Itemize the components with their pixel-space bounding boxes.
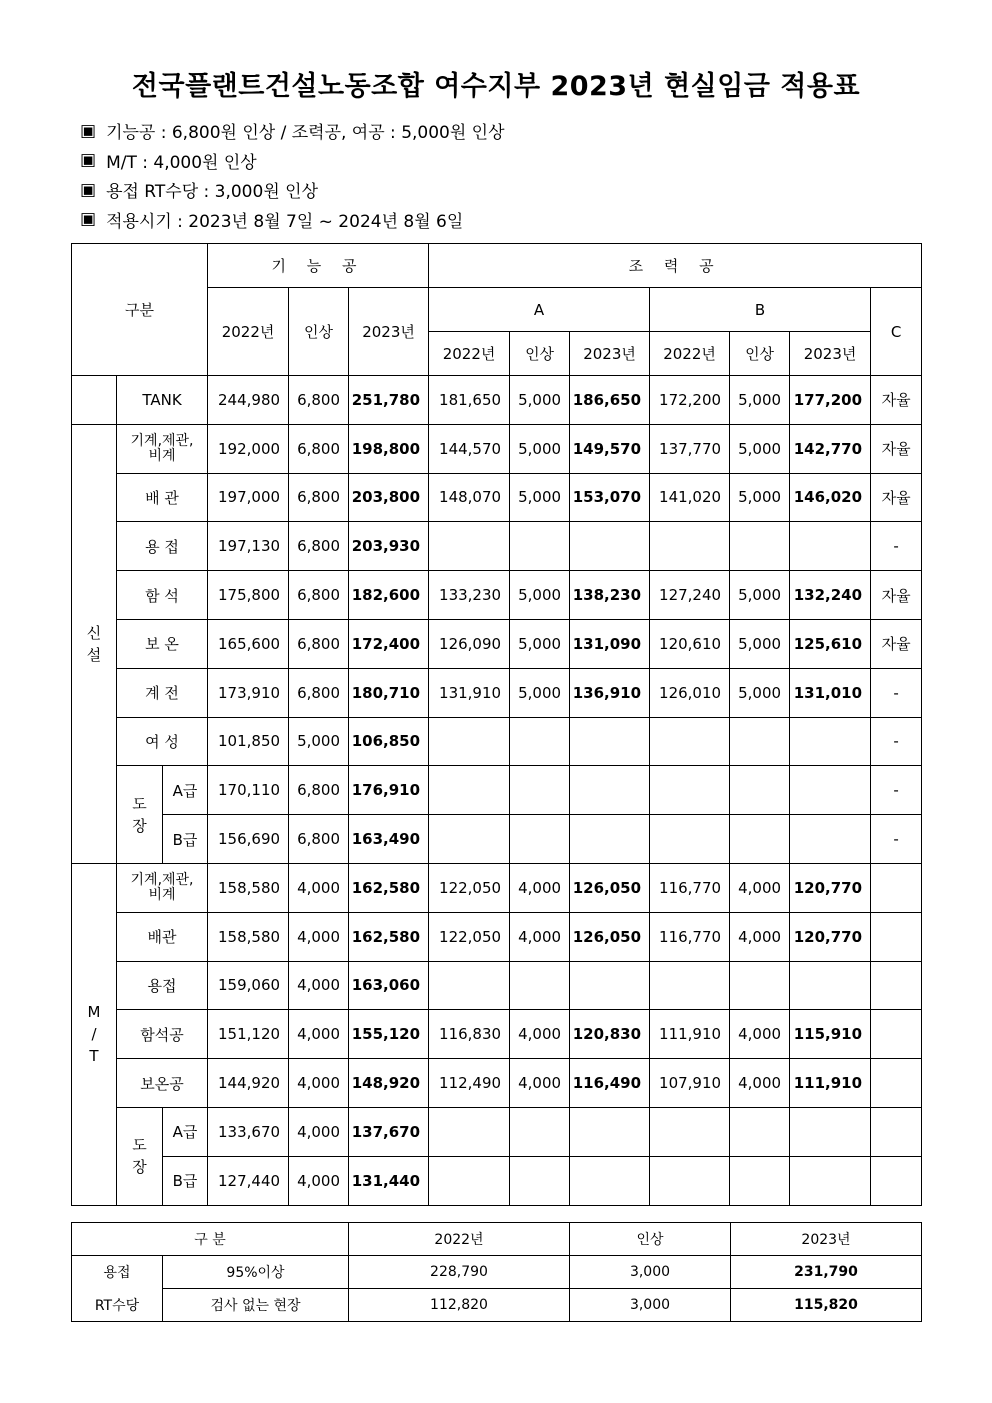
table-row: [72, 1107, 922, 1156]
skilled-2022-cell: 173,910: [208, 668, 289, 717]
helper-b-2022-cell: 172,200: [650, 376, 730, 425]
empty-cell: [429, 522, 510, 571]
rt-raise-cell: 3,000: [570, 1289, 731, 1322]
helper-c-cell: [871, 961, 922, 1010]
rt-2023-cell: 115,820: [731, 1289, 922, 1322]
helper-a-2022-cell: 181,650: [429, 376, 510, 425]
helper-a-2023-cell: 126,050: [570, 912, 650, 961]
empty-cell: [650, 961, 730, 1010]
item-name-cell: 기계,제관, 비계: [117, 863, 208, 912]
empty-cell: [510, 815, 570, 864]
skilled-raise-cell: 6,800: [289, 424, 349, 473]
table-row: [72, 1156, 922, 1205]
skilled-2023-cell: 198,800: [349, 424, 429, 473]
skilled-raise-cell: 4,000: [289, 1059, 349, 1108]
empty-cell: [570, 815, 650, 864]
empty-cell: [730, 961, 790, 1010]
helper-c-cell: -: [871, 522, 922, 571]
rt-header-raise: 인상: [570, 1223, 731, 1256]
helper-b-raise-cell: 5,000: [730, 668, 790, 717]
table-row: [72, 1289, 922, 1322]
skilled-2023-cell: 163,060: [349, 961, 429, 1010]
table-row: [72, 912, 922, 961]
category-mt-label: M / T: [72, 863, 117, 1205]
helper-a-2022-cell: 131,910: [429, 668, 510, 717]
helper-a-2023-cell: 120,830: [570, 1010, 650, 1059]
square-bullet-icon: ▣: [80, 209, 97, 230]
category-blank-cell: [72, 376, 117, 425]
rt-condition-cell: 검사 없는 현장: [163, 1289, 349, 1322]
bullet-item: [80, 175, 505, 205]
helper-c-cell: [871, 1059, 922, 1108]
skilled-raise-cell: 6,800: [289, 522, 349, 571]
table-row: [72, 815, 922, 864]
helper-c-cell: 자율: [871, 376, 922, 425]
helper-b-2022-cell: 107,910: [650, 1059, 730, 1108]
helper-b-raise-cell: 4,000: [730, 1010, 790, 1059]
page-title: 전국플랜트건설노동조합 여수지부 2023년 현실임금 적용표: [131, 71, 861, 102]
empty-cell: [790, 766, 871, 815]
skilled-2023-cell: 180,710: [349, 668, 429, 717]
empty-cell: [429, 766, 510, 815]
skilled-2023-cell: 203,800: [349, 473, 429, 522]
helper-b-raise-cell: 4,000: [730, 1059, 790, 1108]
helper-b-2022-cell: 116,770: [650, 863, 730, 912]
bullet-item: [80, 116, 505, 146]
helper-c-cell: -: [871, 668, 922, 717]
empty-cell: [510, 717, 570, 766]
helper-c-cell: [871, 1107, 922, 1156]
helper-a-raise-cell: 4,000: [510, 1059, 570, 1108]
skilled-2023-cell: 203,930: [349, 522, 429, 571]
helper-a-2022-cell: 122,050: [429, 912, 510, 961]
skilled-raise-cell: 6,800: [289, 766, 349, 815]
paint-label: 도 장: [117, 1107, 163, 1205]
rt-header-gubun: 구 분: [72, 1223, 349, 1256]
empty-cell: [790, 522, 871, 571]
table-row: [72, 961, 922, 1010]
skilled-2023-cell: 131,440: [349, 1156, 429, 1205]
paint-grade-cell: B급: [163, 815, 208, 864]
helper-a-2022-cell: 122,050: [429, 863, 510, 912]
helper-b-2023-cell: 120,770: [790, 863, 871, 912]
skilled-2023-cell: 162,580: [349, 863, 429, 912]
skilled-2023-cell: 163,490: [349, 815, 429, 864]
helper-a-raise-cell: 5,000: [510, 376, 570, 425]
skilled-2022-cell: 192,000: [208, 424, 289, 473]
table-row: [72, 766, 922, 815]
helper-a-2022-cell: 116,830: [429, 1010, 510, 1059]
rt-label-cell: 용접: [72, 1256, 163, 1289]
table-row: [72, 717, 922, 766]
empty-cell: [730, 1156, 790, 1205]
table-row: [72, 1059, 922, 1108]
empty-cell: [790, 961, 871, 1010]
skilled-raise-cell: 4,000: [289, 1156, 349, 1205]
header-b-2022: 2022년: [650, 332, 730, 376]
helper-a-raise-cell: 4,000: [510, 863, 570, 912]
helper-c-cell: 자율: [871, 571, 922, 620]
square-bullet-icon: ▣: [80, 179, 97, 200]
header-gubun: 구분: [72, 244, 208, 376]
skilled-2023-cell: 172,400: [349, 619, 429, 668]
helper-a-raise-cell: 4,000: [510, 1010, 570, 1059]
empty-cell: [570, 766, 650, 815]
helper-a-2023-cell: 116,490: [570, 1059, 650, 1108]
skilled-2022-cell: 158,580: [208, 912, 289, 961]
table-row: [72, 668, 922, 717]
item-name-cell: 보온공: [117, 1059, 208, 1108]
skilled-2023-cell: 137,670: [349, 1107, 429, 1156]
empty-cell: [570, 522, 650, 571]
skilled-raise-cell: 4,000: [289, 912, 349, 961]
helper-c-cell: 자율: [871, 424, 922, 473]
empty-cell: [650, 766, 730, 815]
helper-b-raise-cell: 5,000: [730, 473, 790, 522]
empty-cell: [570, 1156, 650, 1205]
skilled-2022-cell: 159,060: [208, 961, 289, 1010]
skilled-raise-cell: 6,800: [289, 619, 349, 668]
empty-cell: [510, 766, 570, 815]
empty-cell: [650, 717, 730, 766]
skilled-2022-cell: 156,690: [208, 815, 289, 864]
item-name-cell: 기계,제관, 비계: [117, 424, 208, 473]
table-row: [72, 424, 922, 473]
skilled-raise-cell: 6,800: [289, 376, 349, 425]
category-new-label: 신 설: [72, 424, 117, 863]
helper-a-2023-cell: 149,570: [570, 424, 650, 473]
empty-cell: [730, 815, 790, 864]
helper-b-2022-cell: 116,770: [650, 912, 730, 961]
item-name-cell: 용접: [117, 961, 208, 1010]
empty-cell: [730, 766, 790, 815]
empty-cell: [790, 717, 871, 766]
helper-b-raise-cell: 4,000: [730, 912, 790, 961]
table-row: [72, 863, 922, 912]
empty-cell: [570, 717, 650, 766]
helper-b-2023-cell: 142,770: [790, 424, 871, 473]
header-a-raise: 인상: [510, 332, 570, 376]
paint-label: 도 장: [117, 766, 163, 864]
header-b-raise: 인상: [730, 332, 790, 376]
helper-b-2023-cell: 111,910: [790, 1059, 871, 1108]
helper-a-2023-cell: 186,650: [570, 376, 650, 425]
header-skilled-2022: 2022년: [208, 288, 289, 376]
item-name-cell: 배 관: [117, 473, 208, 522]
header-skilled: 기 능 공: [208, 244, 429, 288]
helper-c-cell: -: [871, 766, 922, 815]
helper-b-2022-cell: 120,610: [650, 619, 730, 668]
header-skilled-raise: 인상: [289, 288, 349, 376]
bullet-list: [80, 116, 505, 234]
skilled-raise-cell: 6,800: [289, 473, 349, 522]
helper-b-2022-cell: 137,770: [650, 424, 730, 473]
skilled-2022-cell: 158,580: [208, 863, 289, 912]
helper-b-2023-cell: 146,020: [790, 473, 871, 522]
helper-a-raise-cell: 5,000: [510, 619, 570, 668]
helper-c-cell: [871, 1156, 922, 1205]
empty-cell: [650, 1107, 730, 1156]
helper-a-2022-cell: 148,070: [429, 473, 510, 522]
empty-cell: [429, 961, 510, 1010]
helper-b-2023-cell: 132,240: [790, 571, 871, 620]
paint-grade-cell: A급: [163, 1107, 208, 1156]
skilled-raise-cell: 4,000: [289, 863, 349, 912]
bullet-text: 적용시기 : 2023년 8월 7일 ~ 2024년 8월 6일: [106, 211, 464, 232]
helper-b-2023-cell: 115,910: [790, 1010, 871, 1059]
helper-b-2023-cell: 125,610: [790, 619, 871, 668]
helper-c-cell: [871, 912, 922, 961]
table-row: [72, 1223, 922, 1256]
helper-a-raise-cell: 5,000: [510, 473, 570, 522]
skilled-2022-cell: 175,800: [208, 571, 289, 620]
table-row: [72, 473, 922, 522]
skilled-raise-cell: 6,800: [289, 668, 349, 717]
skilled-2023-cell: 155,120: [349, 1010, 429, 1059]
helper-a-raise-cell: 5,000: [510, 424, 570, 473]
table-row: [72, 376, 922, 425]
helper-a-2022-cell: 126,090: [429, 619, 510, 668]
header-helper: 조 력 공: [429, 244, 922, 288]
table-row: [72, 522, 922, 571]
helper-a-raise-cell: 5,000: [510, 571, 570, 620]
header-skilled-2023: 2023년: [349, 288, 429, 376]
table-row: [72, 1256, 922, 1289]
header-group-b: B: [650, 288, 871, 332]
skilled-2022-cell: 101,850: [208, 717, 289, 766]
helper-b-2023-cell: 131,010: [790, 668, 871, 717]
helper-a-2022-cell: 112,490: [429, 1059, 510, 1108]
empty-cell: [510, 1107, 570, 1156]
bullet-text: M/T : 4,000원 인상: [106, 152, 257, 173]
rt-label-cell: RT수당: [72, 1289, 163, 1322]
skilled-2023-cell: 162,580: [349, 912, 429, 961]
item-name-cell: 용 접: [117, 522, 208, 571]
empty-cell: [790, 1107, 871, 1156]
rt-header-2023: 2023년: [731, 1223, 922, 1256]
skilled-2022-cell: 165,600: [208, 619, 289, 668]
wage-table: [71, 243, 922, 1206]
item-name-cell: 함 석: [117, 571, 208, 620]
helper-c-cell: [871, 1010, 922, 1059]
empty-cell: [510, 1156, 570, 1205]
bullet-text: 기능공 : 6,800원 인상 / 조력공, 여공 : 5,000원 인상: [106, 123, 505, 144]
skilled-2022-cell: 197,000: [208, 473, 289, 522]
item-name-cell: 계 전: [117, 668, 208, 717]
skilled-raise-cell: 4,000: [289, 1010, 349, 1059]
empty-cell: [650, 522, 730, 571]
helper-c-cell: 자율: [871, 619, 922, 668]
helper-a-2023-cell: 126,050: [570, 863, 650, 912]
helper-c-cell: [871, 863, 922, 912]
helper-a-2023-cell: 138,230: [570, 571, 650, 620]
empty-cell: [790, 815, 871, 864]
helper-a-2022-cell: 133,230: [429, 571, 510, 620]
empty-cell: [429, 815, 510, 864]
table-row: [72, 619, 922, 668]
item-name-cell: 배관: [117, 912, 208, 961]
item-name-cell: 함석공: [117, 1010, 208, 1059]
bullet-text: 용접 RT수당 : 3,000원 인상: [106, 182, 318, 203]
skilled-2022-cell: 127,440: [208, 1156, 289, 1205]
rt-condition-cell: 95%이상: [163, 1256, 349, 1289]
paint-grade-cell: B급: [163, 1156, 208, 1205]
skilled-raise-cell: 6,800: [289, 815, 349, 864]
skilled-raise-cell: 5,000: [289, 717, 349, 766]
table-row: [72, 571, 922, 620]
skilled-2023-cell: 148,920: [349, 1059, 429, 1108]
empty-cell: [429, 1107, 510, 1156]
helper-b-raise-cell: 5,000: [730, 619, 790, 668]
header-a-2022: 2022년: [429, 332, 510, 376]
bullet-item: [80, 205, 505, 235]
header-a-2023: 2023년: [570, 332, 650, 376]
helper-a-2023-cell: 136,910: [570, 668, 650, 717]
helper-b-2023-cell: 120,770: [790, 912, 871, 961]
rt-2022-cell: 112,820: [349, 1289, 570, 1322]
skilled-2023-cell: 176,910: [349, 766, 429, 815]
empty-cell: [730, 522, 790, 571]
empty-cell: [510, 961, 570, 1010]
helper-a-2023-cell: 153,070: [570, 473, 650, 522]
rt-2023-cell: 231,790: [731, 1256, 922, 1289]
rt-raise-cell: 3,000: [570, 1256, 731, 1289]
helper-a-raise-cell: 4,000: [510, 912, 570, 961]
empty-cell: [510, 522, 570, 571]
item-name-cell: TANK: [117, 376, 208, 425]
helper-c-cell: -: [871, 717, 922, 766]
header-group-c: C: [871, 288, 922, 376]
empty-cell: [730, 717, 790, 766]
skilled-raise-cell: 6,800: [289, 571, 349, 620]
helper-a-2022-cell: 144,570: [429, 424, 510, 473]
skilled-2022-cell: 244,980: [208, 376, 289, 425]
empty-cell: [650, 815, 730, 864]
header-group-a: A: [429, 288, 650, 332]
bullet-item: [80, 146, 505, 176]
square-bullet-icon: ▣: [80, 120, 97, 141]
helper-b-2022-cell: 111,910: [650, 1010, 730, 1059]
helper-b-2022-cell: 127,240: [650, 571, 730, 620]
helper-c-cell: -: [871, 815, 922, 864]
table-row: [72, 1010, 922, 1059]
rt-header-2022: 2022년: [349, 1223, 570, 1256]
item-name-cell: 여 성: [117, 717, 208, 766]
skilled-2022-cell: 197,130: [208, 522, 289, 571]
square-bullet-icon: ▣: [80, 150, 97, 171]
rt-2022-cell: 228,790: [349, 1256, 570, 1289]
helper-b-raise-cell: 5,000: [730, 571, 790, 620]
helper-a-raise-cell: 5,000: [510, 668, 570, 717]
skilled-2023-cell: 251,780: [349, 376, 429, 425]
helper-b-raise-cell: 5,000: [730, 424, 790, 473]
skilled-2022-cell: 170,110: [208, 766, 289, 815]
item-name-cell: 보 온: [117, 619, 208, 668]
skilled-raise-cell: 4,000: [289, 961, 349, 1010]
header-b-2023: 2023년: [790, 332, 871, 376]
skilled-2022-cell: 133,670: [208, 1107, 289, 1156]
helper-b-raise-cell: 4,000: [730, 863, 790, 912]
helper-c-cell: 자율: [871, 473, 922, 522]
empty-cell: [429, 1156, 510, 1205]
empty-cell: [730, 1107, 790, 1156]
empty-cell: [570, 961, 650, 1010]
paint-grade-cell: A급: [163, 766, 208, 815]
empty-cell: [429, 717, 510, 766]
empty-cell: [650, 1156, 730, 1205]
skilled-raise-cell: 4,000: [289, 1107, 349, 1156]
skilled-2022-cell: 144,920: [208, 1059, 289, 1108]
empty-cell: [790, 1156, 871, 1205]
helper-b-2022-cell: 141,020: [650, 473, 730, 522]
table-row: [72, 244, 922, 288]
helper-b-2022-cell: 126,010: [650, 668, 730, 717]
helper-b-2023-cell: 177,200: [790, 376, 871, 425]
helper-b-raise-cell: 5,000: [730, 376, 790, 425]
skilled-2023-cell: 106,850: [349, 717, 429, 766]
helper-a-2023-cell: 131,090: [570, 619, 650, 668]
skilled-2023-cell: 182,600: [349, 571, 429, 620]
empty-cell: [570, 1107, 650, 1156]
skilled-2022-cell: 151,120: [208, 1010, 289, 1059]
rt-allowance-table: [71, 1222, 922, 1322]
